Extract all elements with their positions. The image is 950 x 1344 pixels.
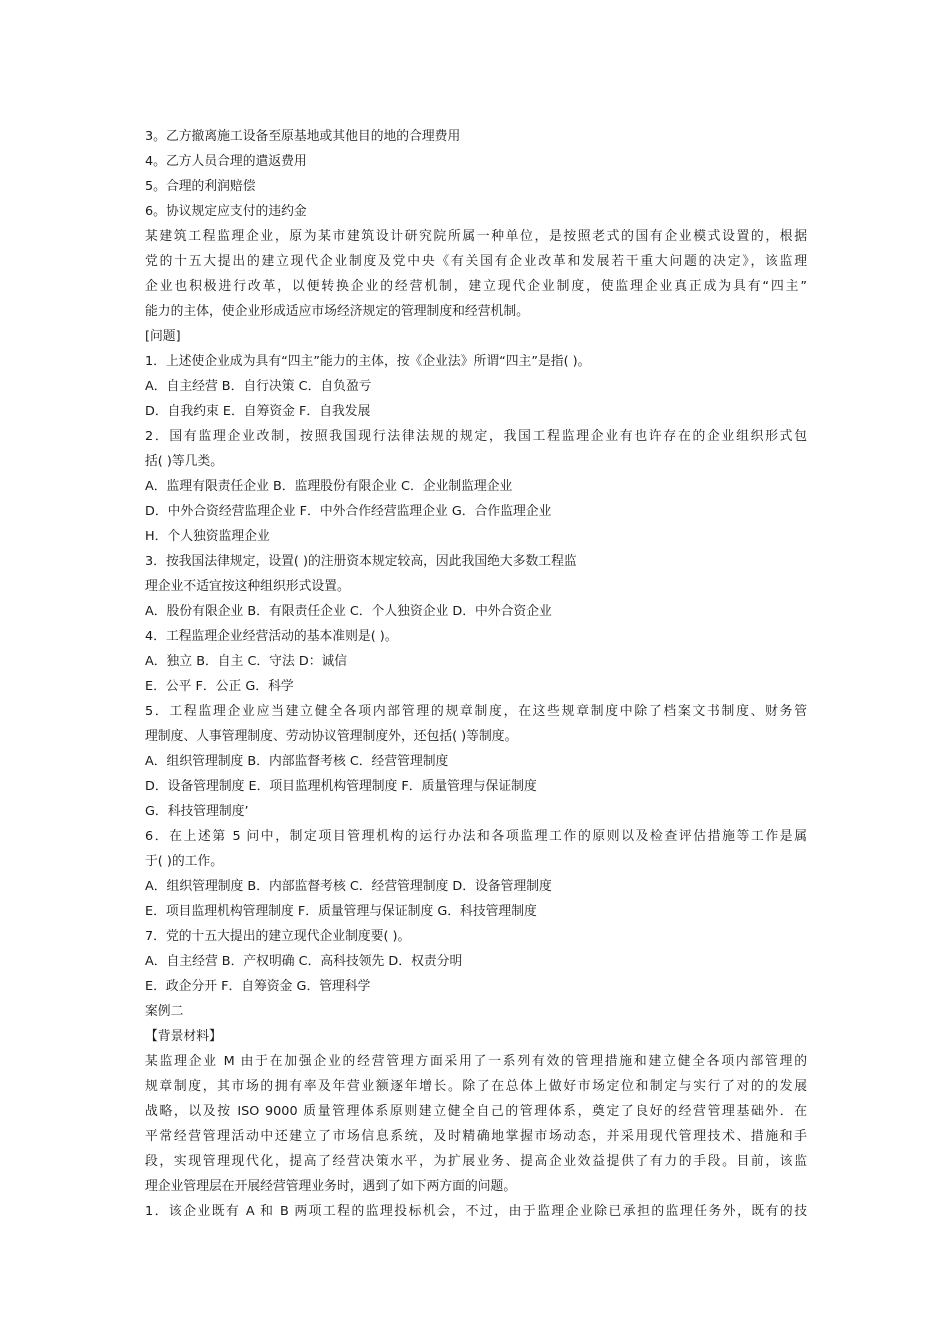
text-line: 段，实现管理现代化，提高了经营决策水平，为扩展业务、提高企业效益提供了有力的手段。目前，该监	[145, 1154, 807, 1169]
answer-options: E．项目监理机构管理制度 F．质量管理与保证制度 G．科技管理制度	[145, 904, 537, 919]
question: 1．该企业既有 A 和 B 两项工程的监理投标机会，不过，由于监理企业除已承担的监理任务外，既有的技	[145, 1204, 807, 1219]
document-page	[145, 124, 807, 1224]
answer-options: D．设备管理制度 E．项目监理机构管理制度 F．质量管理与保证制度	[145, 779, 537, 794]
text-line: 某监理企业 M 由于在加强企业的经营管理方面采用了一系列有效的管理措施和建立健全各项内部管理的	[145, 1054, 807, 1069]
text-line: 3。乙方撤离施工设备至原基地或其他目的地的合理费用	[145, 129, 461, 144]
question: 理企业不适宜按这种组织形式设置。	[145, 579, 350, 594]
question: 2．国有监理企业改制，按照我国现行法律法规的规定，我国工程监理企业有也许存在的企业组织形式包	[145, 429, 807, 444]
answer-options: A．监理有限责任企业 B．监理股份有限企业 C．企业制监理企业	[145, 479, 513, 494]
answer-options: D．自我约束 E．自筹资金 F．自我发展	[145, 404, 371, 419]
text-line: 党的十五大提出的建立现代企业制度及党中央《有关国有企业改革和发展若干重大问题的决定》，该监理	[145, 254, 807, 269]
answer-options: A．股份有限企业 B．有限责任企业 C．个人独资企业 D．中外合资企业	[145, 604, 552, 619]
text-line: 5。合理的利润赔偿	[145, 179, 256, 194]
question: 1．上述使企业成为具有“四主”能力的主体，按《企业法》所谓“四主”是指( )。	[145, 354, 591, 369]
text-line: 战略，以及按 ISO 9000 质量管理体系原则建立健全自己的管理体系，奠定了良好的经营管理基础外．在	[145, 1104, 807, 1119]
answer-options: A．独立 B．自主 C．守法 D：诚信	[145, 654, 348, 669]
text-line: 规章制度，其市场的拥有率及年营业额逐年增长。除了在总体上做好市场定位和制定与实行了对的的发展	[145, 1079, 807, 1094]
section-heading: 案例二	[145, 1004, 184, 1019]
answer-options: A．自主经营 B．产权明确 C．高科技领先 D．权责分明	[145, 954, 463, 969]
answer-options: G．科技管理制度’	[145, 804, 249, 819]
text-line: 能力的主体，使企业形成适应市场经济规定的管理制度和经营机制。	[145, 304, 529, 319]
question: 于( )的工作。	[145, 854, 224, 869]
section-heading: 【背景材料】	[145, 1029, 222, 1044]
answer-options: E．公平 F．公正 G．科学	[145, 679, 294, 694]
answer-options: A．组织管理制度 B．内部监督考核 C．经营管理制度 D．设备管理制度	[145, 879, 552, 894]
question: 4．工程监理企业经营活动的基本准则是( )。	[145, 629, 398, 644]
question: 括( )等几类。	[145, 454, 224, 469]
answer-options: E．政企分开 F．自筹资金 G．管理科学	[145, 979, 371, 994]
answer-options: A．组织管理制度 B．内部监督考核 C．经营管理制度	[145, 754, 449, 769]
question: 理制度、人事管理制度、劳动协议管理制度外，还包括( )等制度。	[145, 729, 518, 744]
section-heading: [问题]	[145, 329, 181, 344]
question: 3．按我国法律规定，设置( )的注册资本规定较高，因此我国绝大多数工程监	[145, 554, 577, 569]
answer-options: H．个人独资监理企业	[145, 529, 270, 544]
question: 6．在上述第 5 问中，制定项目管理机构的运行办法和各项监理工作的原则以及检查评估措施等工作是属	[145, 829, 807, 844]
question: 5．工程监理企业应当建立健全各项内部管理的规章制度，在这些规章制度中除了档案文书制度、财务管	[145, 704, 807, 719]
text-line: 平常经营管理活动中还建立了市场信息系统，及时精确地掌握市场动态，并采用现代管理技术、措施和手	[145, 1129, 807, 1144]
text-line: 企业也积极进行改革，以便转换企业的经营机制，建立现代企业制度，使监理企业真正成为具有“四主”	[145, 279, 807, 294]
text-line: 某建筑工程监理企业，原为某市建筑设计研究院所属一种单位，是按照老式的国有企业模式设置的，根据	[145, 229, 807, 244]
question: 7．党的十五大提出的建立现代企业制度要( )。	[145, 929, 411, 944]
text-line: 理企业管理层在开展经营管理业务时，遇到了如下两方面的问题。	[145, 1179, 517, 1194]
text-line: 4。乙方人员合理的遣返费用	[145, 154, 307, 169]
answer-options: D．中外合资经营监理企业 F．中外合作经营监理企业 G．合作监理企业	[145, 504, 552, 519]
answer-options: A．自主经营 B．自行决策 C．自负盈亏	[145, 379, 372, 394]
text-line: 6。协议规定应支付的违约金	[145, 204, 307, 219]
